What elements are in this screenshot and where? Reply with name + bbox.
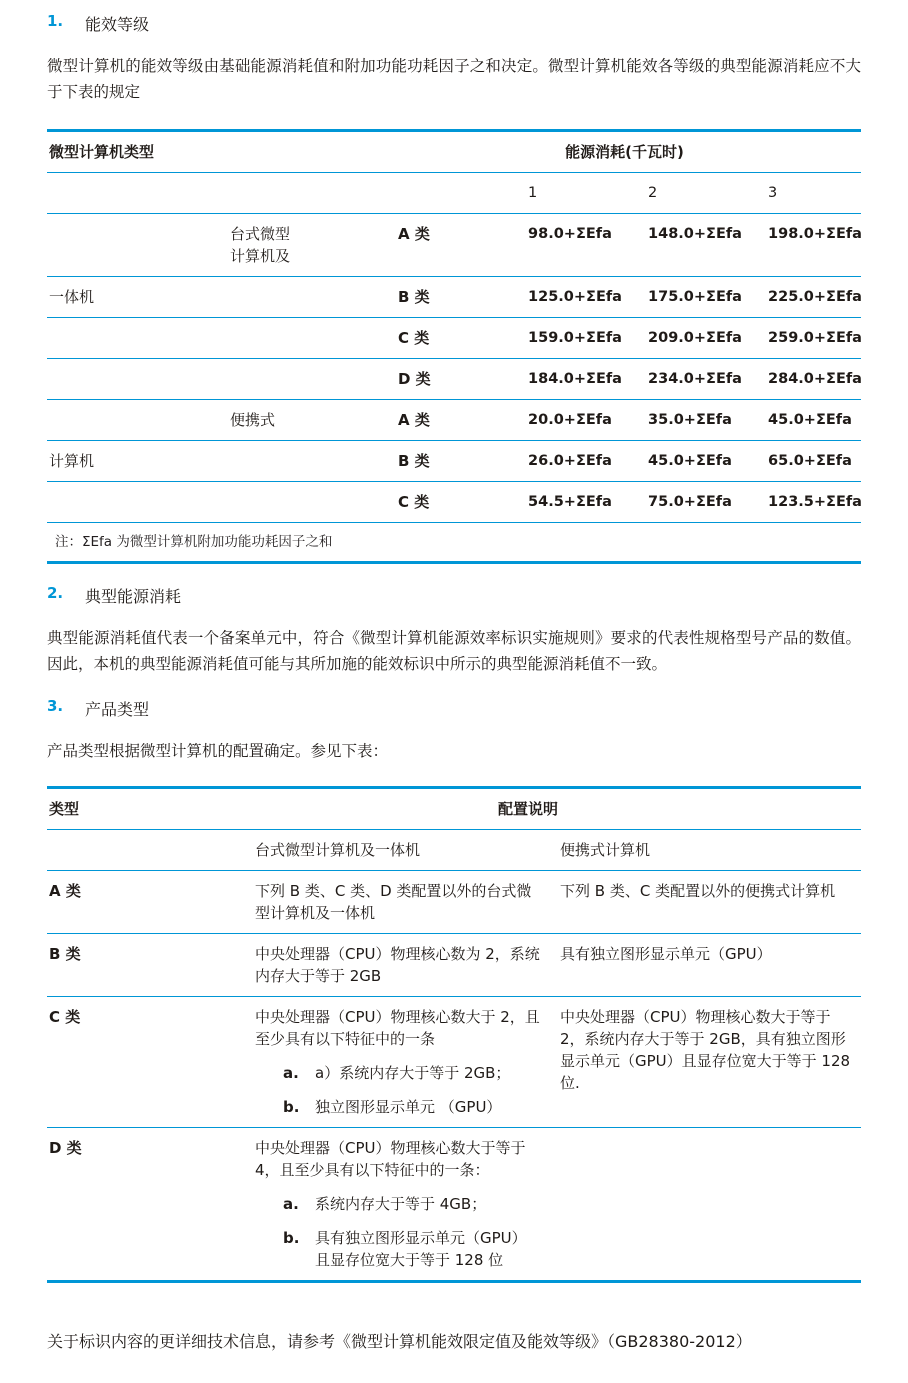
list-item-text: 具有独立图形显示单元（GPU）且显存位宽大于等于 128 位 [315, 1229, 527, 1269]
section-3-number: 3. [47, 697, 64, 715]
row-sublabel: 便携式 [230, 411, 276, 429]
section-1-title: 能效等级 [85, 15, 150, 34]
row-label [47, 214, 228, 277]
table-row [47, 318, 861, 359]
value-grade2: 35.0+ΣEfa [648, 412, 732, 428]
type-label: A 类 [49, 882, 81, 900]
section-3-paragraph: 产品类型根据微型计算机的配置确定。参见下表： [47, 742, 389, 760]
row-sublabel [228, 441, 398, 482]
desktop-config [255, 997, 560, 1128]
class-label: C 类 [398, 493, 430, 511]
value-grade3: 65.0+ΣEfa [768, 453, 852, 469]
table-row [47, 441, 861, 482]
list-item-text: 系统内存大于等于 4GB； [315, 1195, 487, 1213]
value-grade3: 198.0+ΣEfa [768, 226, 862, 242]
list-item [255, 1096, 540, 1118]
list-marker: b. [283, 1098, 300, 1116]
value-grade1: 26.0+ΣEfa [528, 453, 612, 469]
row-sublabel [228, 359, 398, 400]
footer-reference-paragraph: 关于标识内容的更详细技术信息，请参考《微型计算机能效限定值及能效等级》（GB28380-2012） [47, 1332, 752, 1351]
row-sublabel-line2: 计算机及 [230, 247, 291, 265]
section-2-paragraph: 典型能源消耗值代表一个备案单元中，符合《微型计算机能源效率标识实施规则》要求的代表性规格型号产品的数值。因此，本机的典型能源消耗值可能与其所加施的能效标识中所示的典型能源消耗值不一致。 [47, 629, 861, 673]
type-label: D 类 [49, 1139, 82, 1157]
value-grade1: 125.0+ΣEfa [528, 289, 622, 305]
class-label: A 类 [398, 411, 430, 429]
grade-header-2: 2 [648, 185, 658, 201]
class-label: C 类 [398, 329, 430, 347]
product-type-table [47, 786, 861, 1283]
section-1-heading [47, 12, 861, 35]
table1-energy-header: 能源消耗(千瓦时) [565, 143, 684, 161]
table-row [47, 482, 861, 523]
section-2-heading [47, 584, 861, 607]
list-item [255, 1062, 540, 1084]
list-item-text: 独立图形显示单元 （GPU） [315, 1098, 502, 1116]
row-sublabel [228, 318, 398, 359]
table2-type-header: 类型 [49, 800, 80, 818]
class-label: A 类 [398, 225, 430, 243]
value-grade3: 259.0+ΣEfa [768, 330, 862, 346]
energy-consumption-table [47, 129, 861, 564]
table-row [47, 214, 861, 277]
table-row [47, 359, 861, 400]
row-sublabel [228, 277, 398, 318]
table-row [47, 934, 861, 997]
table-row [47, 400, 861, 441]
value-grade1: 184.0+ΣEfa [528, 371, 622, 387]
value-grade3: 225.0+ΣEfa [768, 289, 862, 305]
list-marker: a. [283, 1195, 299, 1213]
value-grade2: 45.0+ΣEfa [648, 453, 732, 469]
portable-config: 具有独立图形显示单元（GPU） [560, 945, 772, 963]
value-grade1: 20.0+ΣEfa [528, 412, 612, 428]
table2-config-header: 配置说明 [498, 800, 559, 818]
table1-type-header: 微型计算机类型 [49, 143, 155, 161]
row-sublabel [228, 482, 398, 523]
row-label [47, 359, 228, 400]
section-3-title: 产品类型 [85, 700, 150, 719]
list-item [255, 1227, 540, 1271]
table2-header-row [47, 788, 861, 830]
section-3-heading [47, 697, 861, 720]
portable-config: 中央处理器（CPU）物理核心数大于等于 2，系统内存大于等于 2GB，具有独立图形显示单元（GPU）且显存位宽大于等于 128 位. [560, 1008, 851, 1092]
class-label: D 类 [398, 370, 431, 388]
list-item [255, 1193, 540, 1215]
row-sublabel-line1: 台式微型 [230, 225, 291, 243]
list-item-text: a）系统内存大于等于 2GB； [315, 1064, 511, 1082]
value-grade3: 45.0+ΣEfa [768, 412, 852, 428]
table-row [47, 1128, 861, 1282]
value-grade2: 209.0+ΣEfa [648, 330, 742, 346]
subheader-portable: 便携式计算机 [560, 841, 651, 859]
desktop-config-text: 中央处理器（CPU）物理核心数大于等于 4，且至少具有以下特征中的一条： [255, 1139, 526, 1179]
section-1-paragraph: 微型计算机的能效等级由基础能源消耗值和附加功能功耗因子之和决定。微型计算机能效各等级的典型能源消耗应不大于下表的规定 [47, 57, 861, 101]
value-grade1: 98.0+ΣEfa [528, 226, 612, 242]
desktop-config: 中央处理器（CPU）物理核心数为 2，系统内存大于等于 2GB [255, 945, 540, 985]
section-2-number: 2. [47, 584, 64, 602]
table1-header-row [47, 131, 861, 173]
value-grade2: 148.0+ΣEfa [648, 226, 742, 242]
value-grade1: 159.0+ΣEfa [528, 330, 622, 346]
table-row [47, 277, 861, 318]
class-label: B 类 [398, 452, 430, 470]
desktop-config-text: 中央处理器（CPU）物理核心数大于 2，且至少具有以下特征中的一条 [255, 1008, 540, 1048]
grade-header-1: 1 [528, 185, 538, 201]
table-row [47, 871, 861, 934]
desktop-config [255, 1128, 560, 1282]
grade-header-3: 3 [768, 185, 778, 201]
desktop-config: 下列 B 类、C 类、D 类配置以外的台式微型计算机及一体机 [255, 882, 532, 922]
row-label [47, 400, 228, 441]
portable-config: 下列 B 类、C 类配置以外的便携式计算机 [560, 882, 836, 900]
row-label: 一体机 [49, 288, 95, 306]
portable-config [560, 1128, 861, 1282]
row-label: 计算机 [49, 452, 95, 470]
table-row [47, 997, 861, 1128]
table-note: 注：ΣEfa 为微型计算机附加功能功耗因子之和 [55, 534, 333, 550]
table2-subheader-row [47, 830, 861, 871]
value-grade2: 234.0+ΣEfa [648, 371, 742, 387]
list-marker: a. [283, 1064, 299, 1082]
row-sublabel [228, 214, 398, 277]
class-label: B 类 [398, 288, 430, 306]
type-label: C 类 [49, 1008, 81, 1026]
value-grade2: 75.0+ΣEfa [648, 494, 732, 510]
table1-note-row [47, 523, 861, 563]
value-grade1: 54.5+ΣEfa [528, 494, 612, 510]
value-grade3: 123.5+ΣEfa [768, 494, 862, 510]
row-label [47, 318, 228, 359]
list-marker: b. [283, 1229, 300, 1247]
subheader-desktop: 台式微型计算机及一体机 [255, 841, 421, 859]
row-label [47, 482, 228, 523]
table1-grade-row [47, 173, 861, 214]
value-grade3: 284.0+ΣEfa [768, 371, 862, 387]
type-label: B 类 [49, 945, 81, 963]
value-grade2: 175.0+ΣEfa [648, 289, 742, 305]
section-2-title: 典型能源消耗 [85, 587, 182, 606]
section-1-number: 1. [47, 12, 64, 30]
